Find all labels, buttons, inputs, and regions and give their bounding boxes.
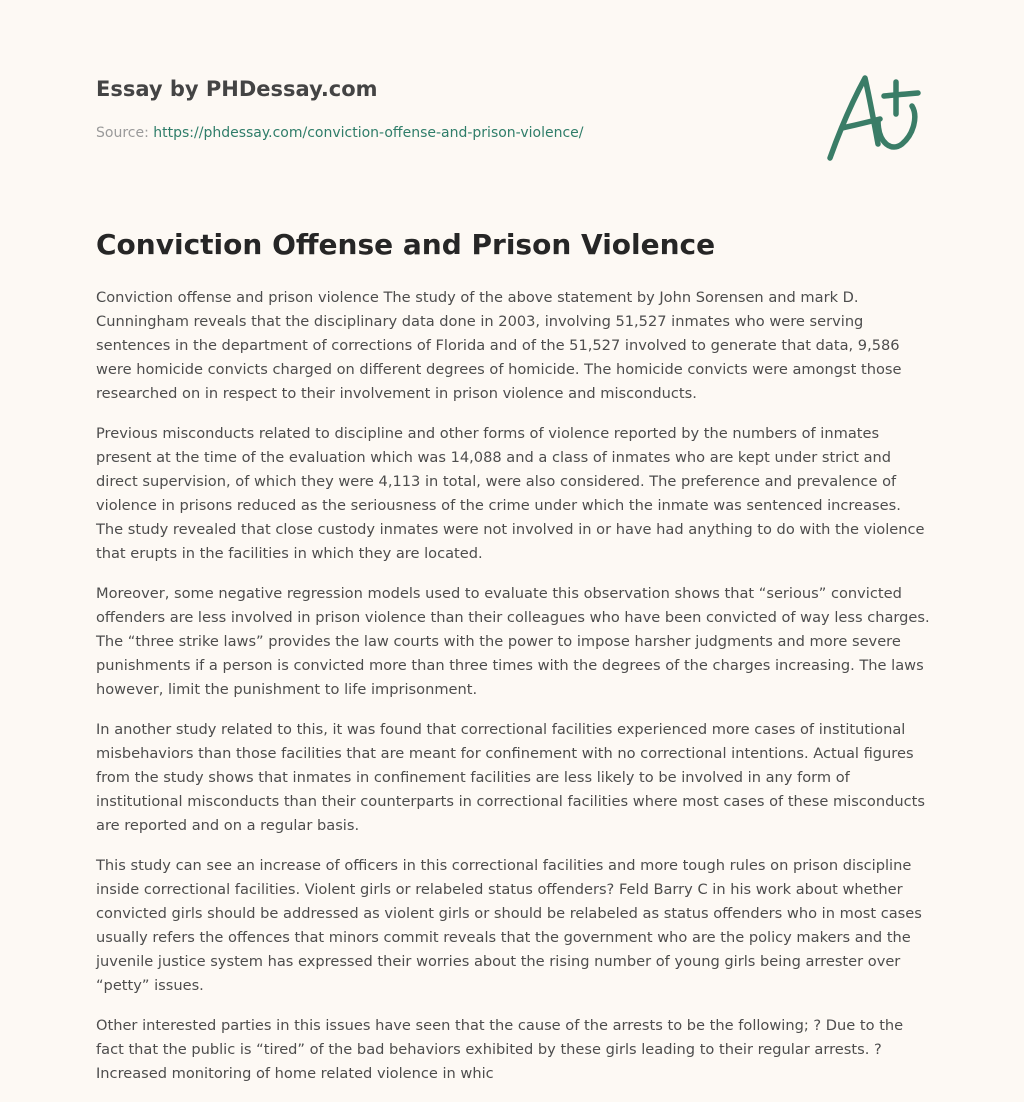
essay-paragraph: Previous misconducts related to discipline and other forms of violence reported by the numbers of inmates present at the time of the evaluation which was 14,088 and a class of inmates who are kept under strict and direct supervision, of which they were 4,113 in total, were also considered. The preference and prevalence of violence in prisons reduced as the seriousness of the crime under which the inmate was sentenced increases. The study revealed that close custody inmates were not involved in or have had anything to do with the violence that erupts in the facilities in which they are located.	[96, 425, 925, 562]
site-title: Essay by PHDessay.com	[96, 77, 378, 101]
essay-paragraph: Other interested parties in this issues have seen that the cause of the arrests to be the following; ? Due to the fact that the public is “tired” of the bad behaviors exhibited by these girls leading to their regular arrests. ? Increased monitoring of home related violence in whic	[96, 1017, 904, 1082]
essay-paragraph: Moreover, some negative regression models used to evaluate this observation shows that “serious” convicted offenders are less involved in prison violence than their colleagues who have been convicted of way less charges. The “three strike laws” provides the law courts with the power to impose harsher judgments and more severe punishments if a person is convicted more than three times with the degrees of the charges increasing. The laws however, limit the punishment to life imprisonment.	[96, 585, 930, 698]
essay-paragraph: In another study related to this, it was found that correctional facilities experienced more cases of institutional misbehaviors than those facilities that are meant for confinement with no correctional intentions. Actual figures from the study shows that inmates in confinement facilities are less likely to be involved in any form of institutional misconducts than their counterparts in correctional facilities where most cases of these misconducts are reported and on a regular basis.	[96, 721, 925, 834]
essay-paragraph: Conviction offense and prison violence The study of the above statement by John Sorensen and mark D. Cunningham reveals that the disciplinary data done in 2003, involving 51,527 inmates who were serving sentences in the department of corrections of Florida and of the 51,527 involved to generate that data, 9,586 were homicide convicts charged on different degrees of homicide. The homicide convicts were amongst those researched on in respect to their involvement in prison violence and misconducts.	[96, 289, 902, 402]
a-plus-grade-icon	[820, 64, 930, 164]
source-label: Source:	[96, 125, 149, 141]
essay-body	[96, 286, 930, 1102]
source-line	[96, 123, 796, 143]
essay-paragraph: This study can see an increase of officers in this correctional facilities and more tough rules on prison discipline inside correctional facilities. Violent girls or relabeled status offenders? Feld Barry C in his work about whether convicted girls should be addressed as violent girls or should be relabeled as status offenders who in most cases usually refers the offences that minors commit reveals that the government who are the policy makers and the juvenile justice system has expressed their worries about the rising number of young girls being arrester over “petty” issues.	[96, 857, 922, 994]
essay-title: Conviction Offense and Prison Violence	[96, 228, 716, 261]
page-header	[96, 74, 796, 143]
source-link[interactable]: https://phdessay.com/conviction-offense-and-prison-violence/	[153, 125, 584, 141]
